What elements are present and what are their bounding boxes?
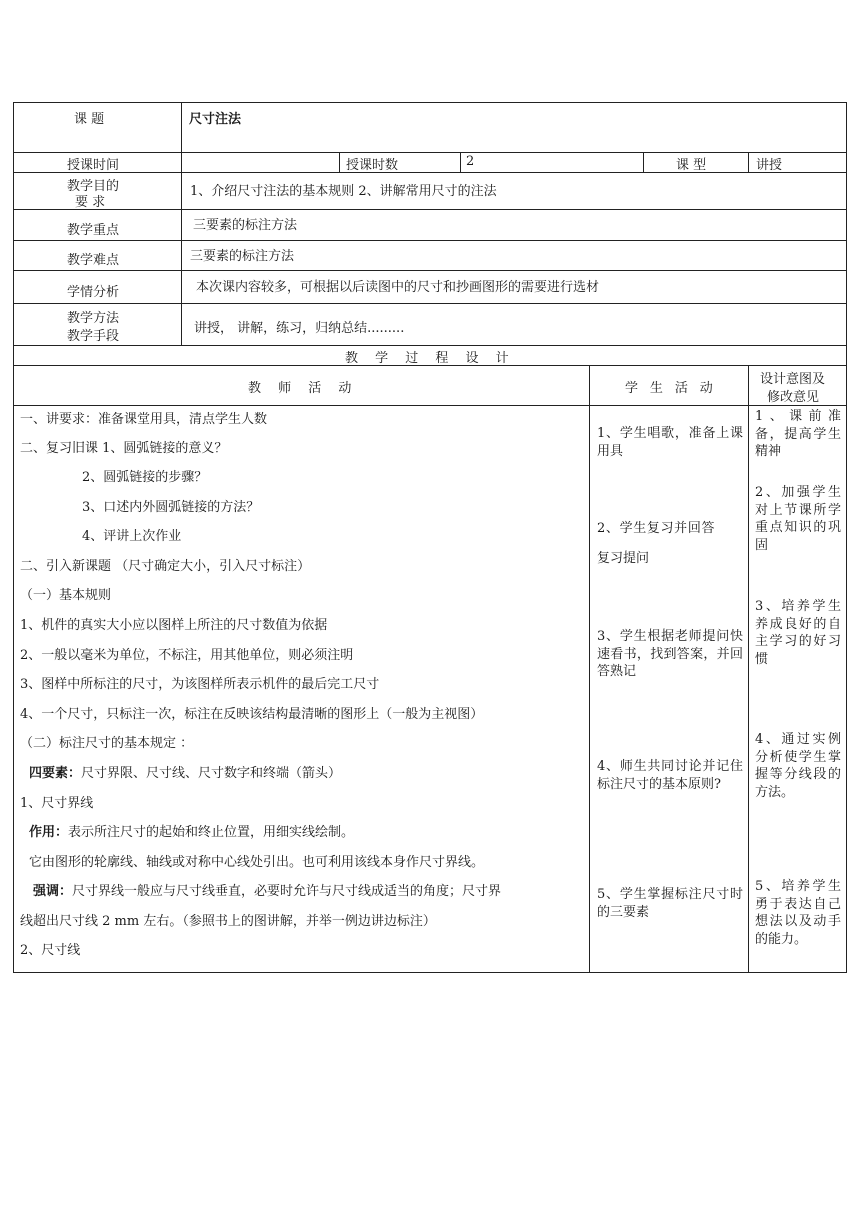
teacher-line bbox=[33, 880, 501, 899]
teacher-line: 2、一般以毫米为单位，不标注，用其他单位，则必须注明 bbox=[20, 648, 354, 663]
student-step: 复习提问 bbox=[597, 551, 650, 566]
process-title: 教 学 过 程 设 计 bbox=[345, 351, 516, 366]
teacher-line bbox=[29, 821, 354, 840]
function-text: 表示所注尺寸的起始和终止位置，用细实线绘制。 bbox=[68, 825, 355, 840]
teacher-line: 3、口述内外圆弧链接的方法？ bbox=[82, 500, 260, 515]
hours-value: 2 bbox=[466, 154, 475, 169]
design-note: 4、通过实例分析使学生掌握等分线段的方法。 bbox=[755, 732, 841, 800]
teacher-line: 它由图形的轮廓线、轴线或对称中心线处引出。也可利用该线本身作尺寸界线。 bbox=[29, 855, 485, 870]
student-activity-header: 学 生 活 动 bbox=[625, 381, 717, 396]
goal-value: 1、介绍尺寸注法的基本规则 2、讲解常用尺寸的注法 bbox=[190, 184, 497, 199]
design-note: 2、加强学生对上节课所学重点知识的巩固 bbox=[755, 485, 841, 553]
key-value: 三要素的标注方法 bbox=[193, 218, 298, 233]
course-title: 尺寸注法 bbox=[189, 112, 242, 127]
analysis-label: 学情分析 bbox=[67, 285, 120, 300]
student-step: 1、学生唱歌，准备上课用具 bbox=[597, 426, 743, 459]
student-step: 3、学生根据老师提问快速看书，找到答案，并回答熟记 bbox=[597, 629, 743, 680]
difficulty-value: 三要素的标注方法 bbox=[190, 249, 295, 264]
teacher-line: （一）基本规则 bbox=[20, 588, 112, 603]
teacher-activity-header: 教 师 活 动 bbox=[248, 381, 358, 396]
time-label: 授课时间 bbox=[67, 158, 120, 173]
goal-label-2: 要 求 bbox=[75, 195, 106, 210]
design-header-1: 设计意图及 bbox=[760, 372, 826, 387]
difficulty-label: 教学难点 bbox=[67, 253, 120, 268]
design-header-2: 修改意见 bbox=[767, 390, 820, 405]
analysis-value: 本次课内容较多，可根据以后读图中的尺寸和抄画图形的需要进行选材 bbox=[196, 280, 600, 295]
teacher-line: 4、评讲上次作业 bbox=[82, 529, 182, 544]
method-label-1: 教学方法 bbox=[67, 311, 120, 326]
hours-label: 授课时数 bbox=[346, 158, 399, 173]
teacher-line: 2、圆弧链接的步骤？ bbox=[82, 470, 208, 485]
four-elements-label: 四要素： bbox=[29, 766, 82, 781]
teacher-line: 4、一个尺寸，只标注一次，标注在反映该结构最清晰的图形上（一般为主视图） bbox=[20, 707, 484, 722]
student-step: 4、师生共同讨论并记住标注尺寸的基本原则? bbox=[597, 759, 743, 792]
design-note: 1、课前准备，提高学生精神 bbox=[755, 409, 841, 460]
method-label-2: 教学手段 bbox=[67, 329, 120, 344]
key-label: 教学重点 bbox=[67, 223, 120, 238]
teacher-line: （二）标注尺寸的基本规定 ： bbox=[20, 736, 194, 751]
teacher-line: 1、尺寸界线 bbox=[20, 796, 94, 811]
design-note: 3、培养学生养成良好的自主学习的好习惯 bbox=[755, 599, 841, 667]
emphasis-text: 尺寸界线一般应与尺寸线垂直，必要时允许与尺寸线成适当的角度；尺寸界 bbox=[72, 884, 502, 899]
type-value: 讲授 bbox=[756, 158, 783, 173]
teacher-line: 2、尺寸线 bbox=[20, 943, 81, 958]
student-step: 2、学生复习并回答 bbox=[597, 521, 716, 536]
function-label: 作用： bbox=[29, 825, 69, 840]
teacher-line: 1、机件的真实大小应以图样上所注的尺寸数值为依据 bbox=[20, 618, 328, 633]
student-step: 5、学生掌握标注尺寸时的三要素 bbox=[597, 887, 743, 920]
teacher-line: 一、讲要求：准备课堂用具，清点学生人数 bbox=[20, 412, 268, 427]
goal-label-1: 教学目的 bbox=[67, 179, 120, 194]
teacher-line bbox=[29, 762, 341, 781]
emphasis-label: 强调： bbox=[33, 884, 73, 899]
teacher-line: 二、引入新课题 （尺寸确定大小，引入尺寸标注） bbox=[20, 559, 311, 574]
four-elements-text: 尺寸界限、尺寸线、尺寸数字和终端（箭头） bbox=[81, 766, 342, 781]
teacher-line: 线超出尺寸线 2 mm 左右。（参照书上的图讲解，并举一例边讲边标注） bbox=[20, 914, 436, 929]
teacher-line: 3、图样中所标注的尺寸，为该图样所表示机件的最后完工尺寸 bbox=[20, 677, 380, 692]
design-note: 5、培养学生勇于表达自己想法以及动手的能力。 bbox=[755, 879, 841, 947]
type-label: 课 型 bbox=[676, 158, 707, 173]
method-value: 讲授， 讲解，练习，归纳总结......... bbox=[194, 321, 405, 336]
teacher-line: 二、复习旧课 1、圆弧链接的意义？ bbox=[20, 441, 228, 456]
course-label: 课 题 bbox=[74, 112, 105, 127]
